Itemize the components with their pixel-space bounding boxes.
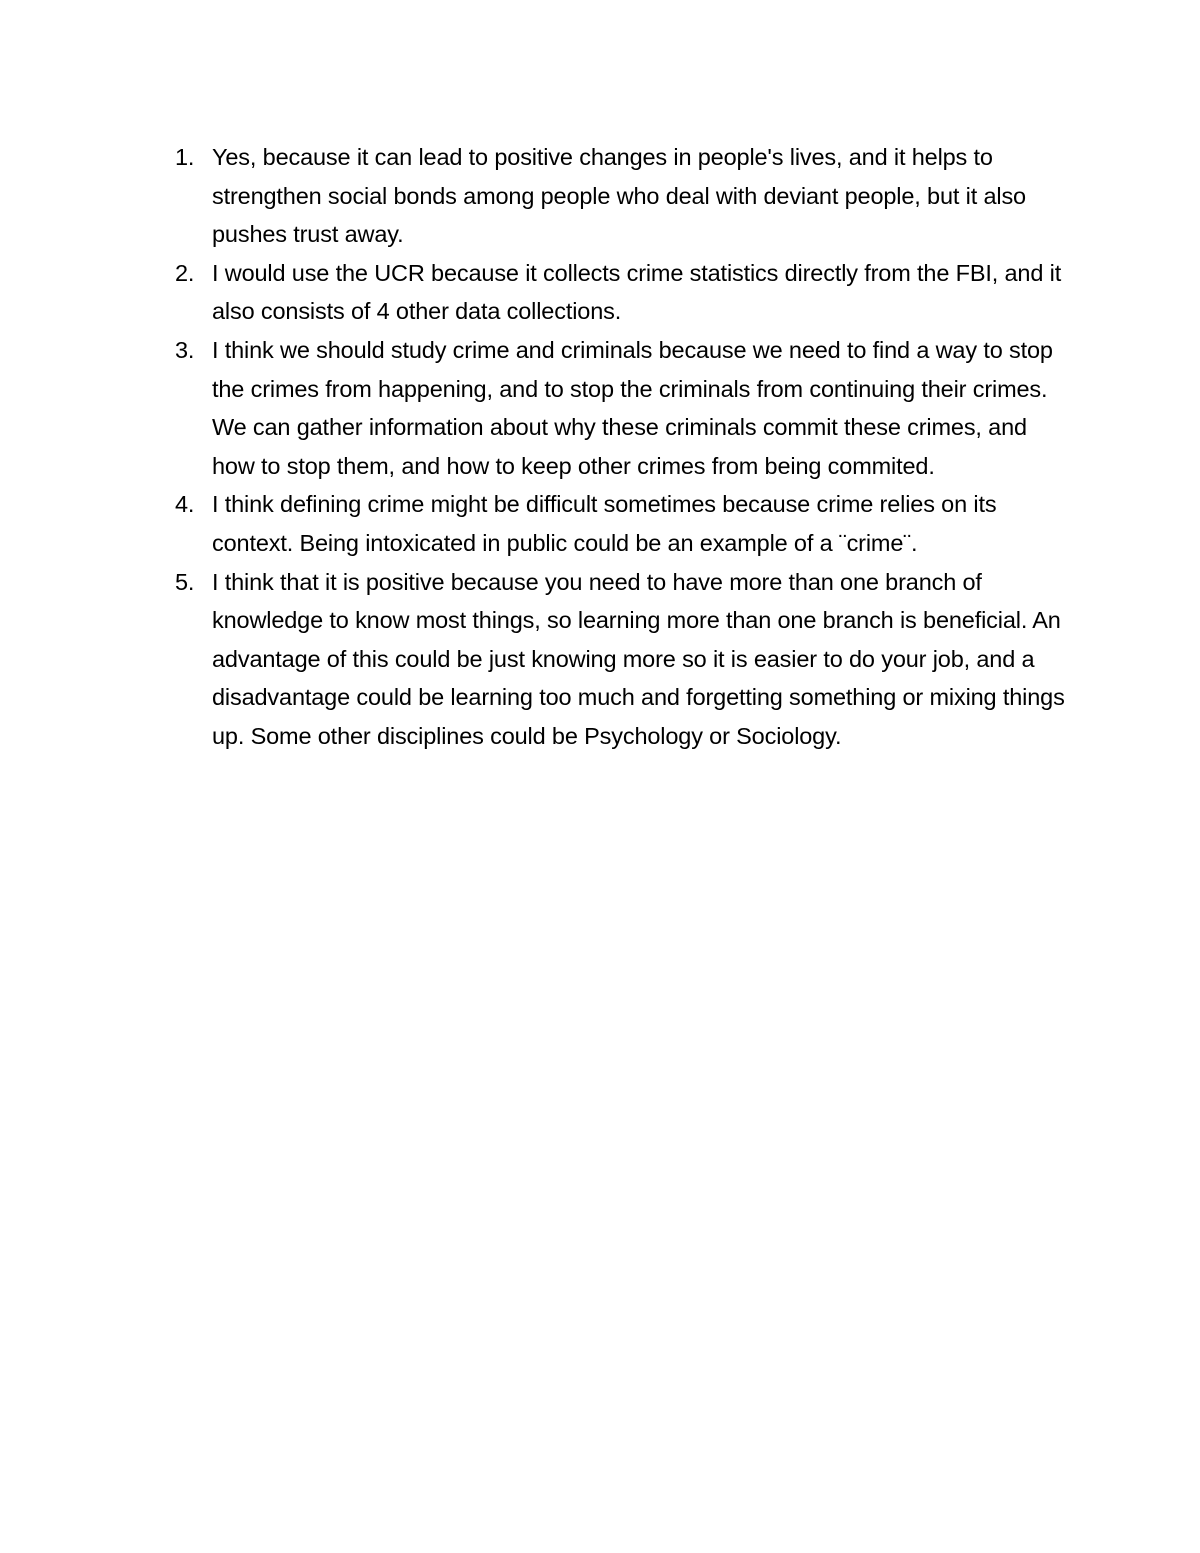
answer-text: I would use the UCR because it collects crime statistics directly from the FBI, and it also consists of 4 other data collections. [212,259,1062,325]
answer-item-1 [170,138,1065,254]
numbered-answer-list [170,138,1065,756]
answer-number: 5. [175,568,195,595]
answer-item-2 [170,254,1065,331]
answer-number: 3. [175,336,195,363]
answer-text: Yes, because it can lead to positive changes in people's lives, and it helps to strengthen social bonds among people who deal with deviant people, but it also pushes trust away. [212,144,1026,248]
answer-item-3 [170,331,1065,485]
answer-text: I think defining crime might be difficult sometimes because crime relies on its context. Being intoxicated in public could be an example of a ¨crime¨. [212,491,997,556]
answer-item-5 [170,563,1065,756]
answer-number: 2. [175,259,195,286]
answer-item-4 [170,485,1065,562]
answer-number: 1. [175,144,195,170]
answer-text: I think we should study crime and criminals because we need to find a way to stop the crimes from happening, and to stop the criminals from continuing their crimes. We can gather information about why these criminals commit these crimes, and how to stop them, and how to keep other crimes from being commited. [212,336,1053,479]
answer-number: 4. [175,491,195,518]
answer-text: I think that it is positive because you need to have more than one branch of knowledge to know most things, so learning more than one branch is beneficial. An advantage of this could be just knowing more so it is easier to do your job, and a disadvantage could be learning too much and forgetting something or mixing things up. Some other disciplines could be Psychology or Sociology. [212,568,1065,749]
